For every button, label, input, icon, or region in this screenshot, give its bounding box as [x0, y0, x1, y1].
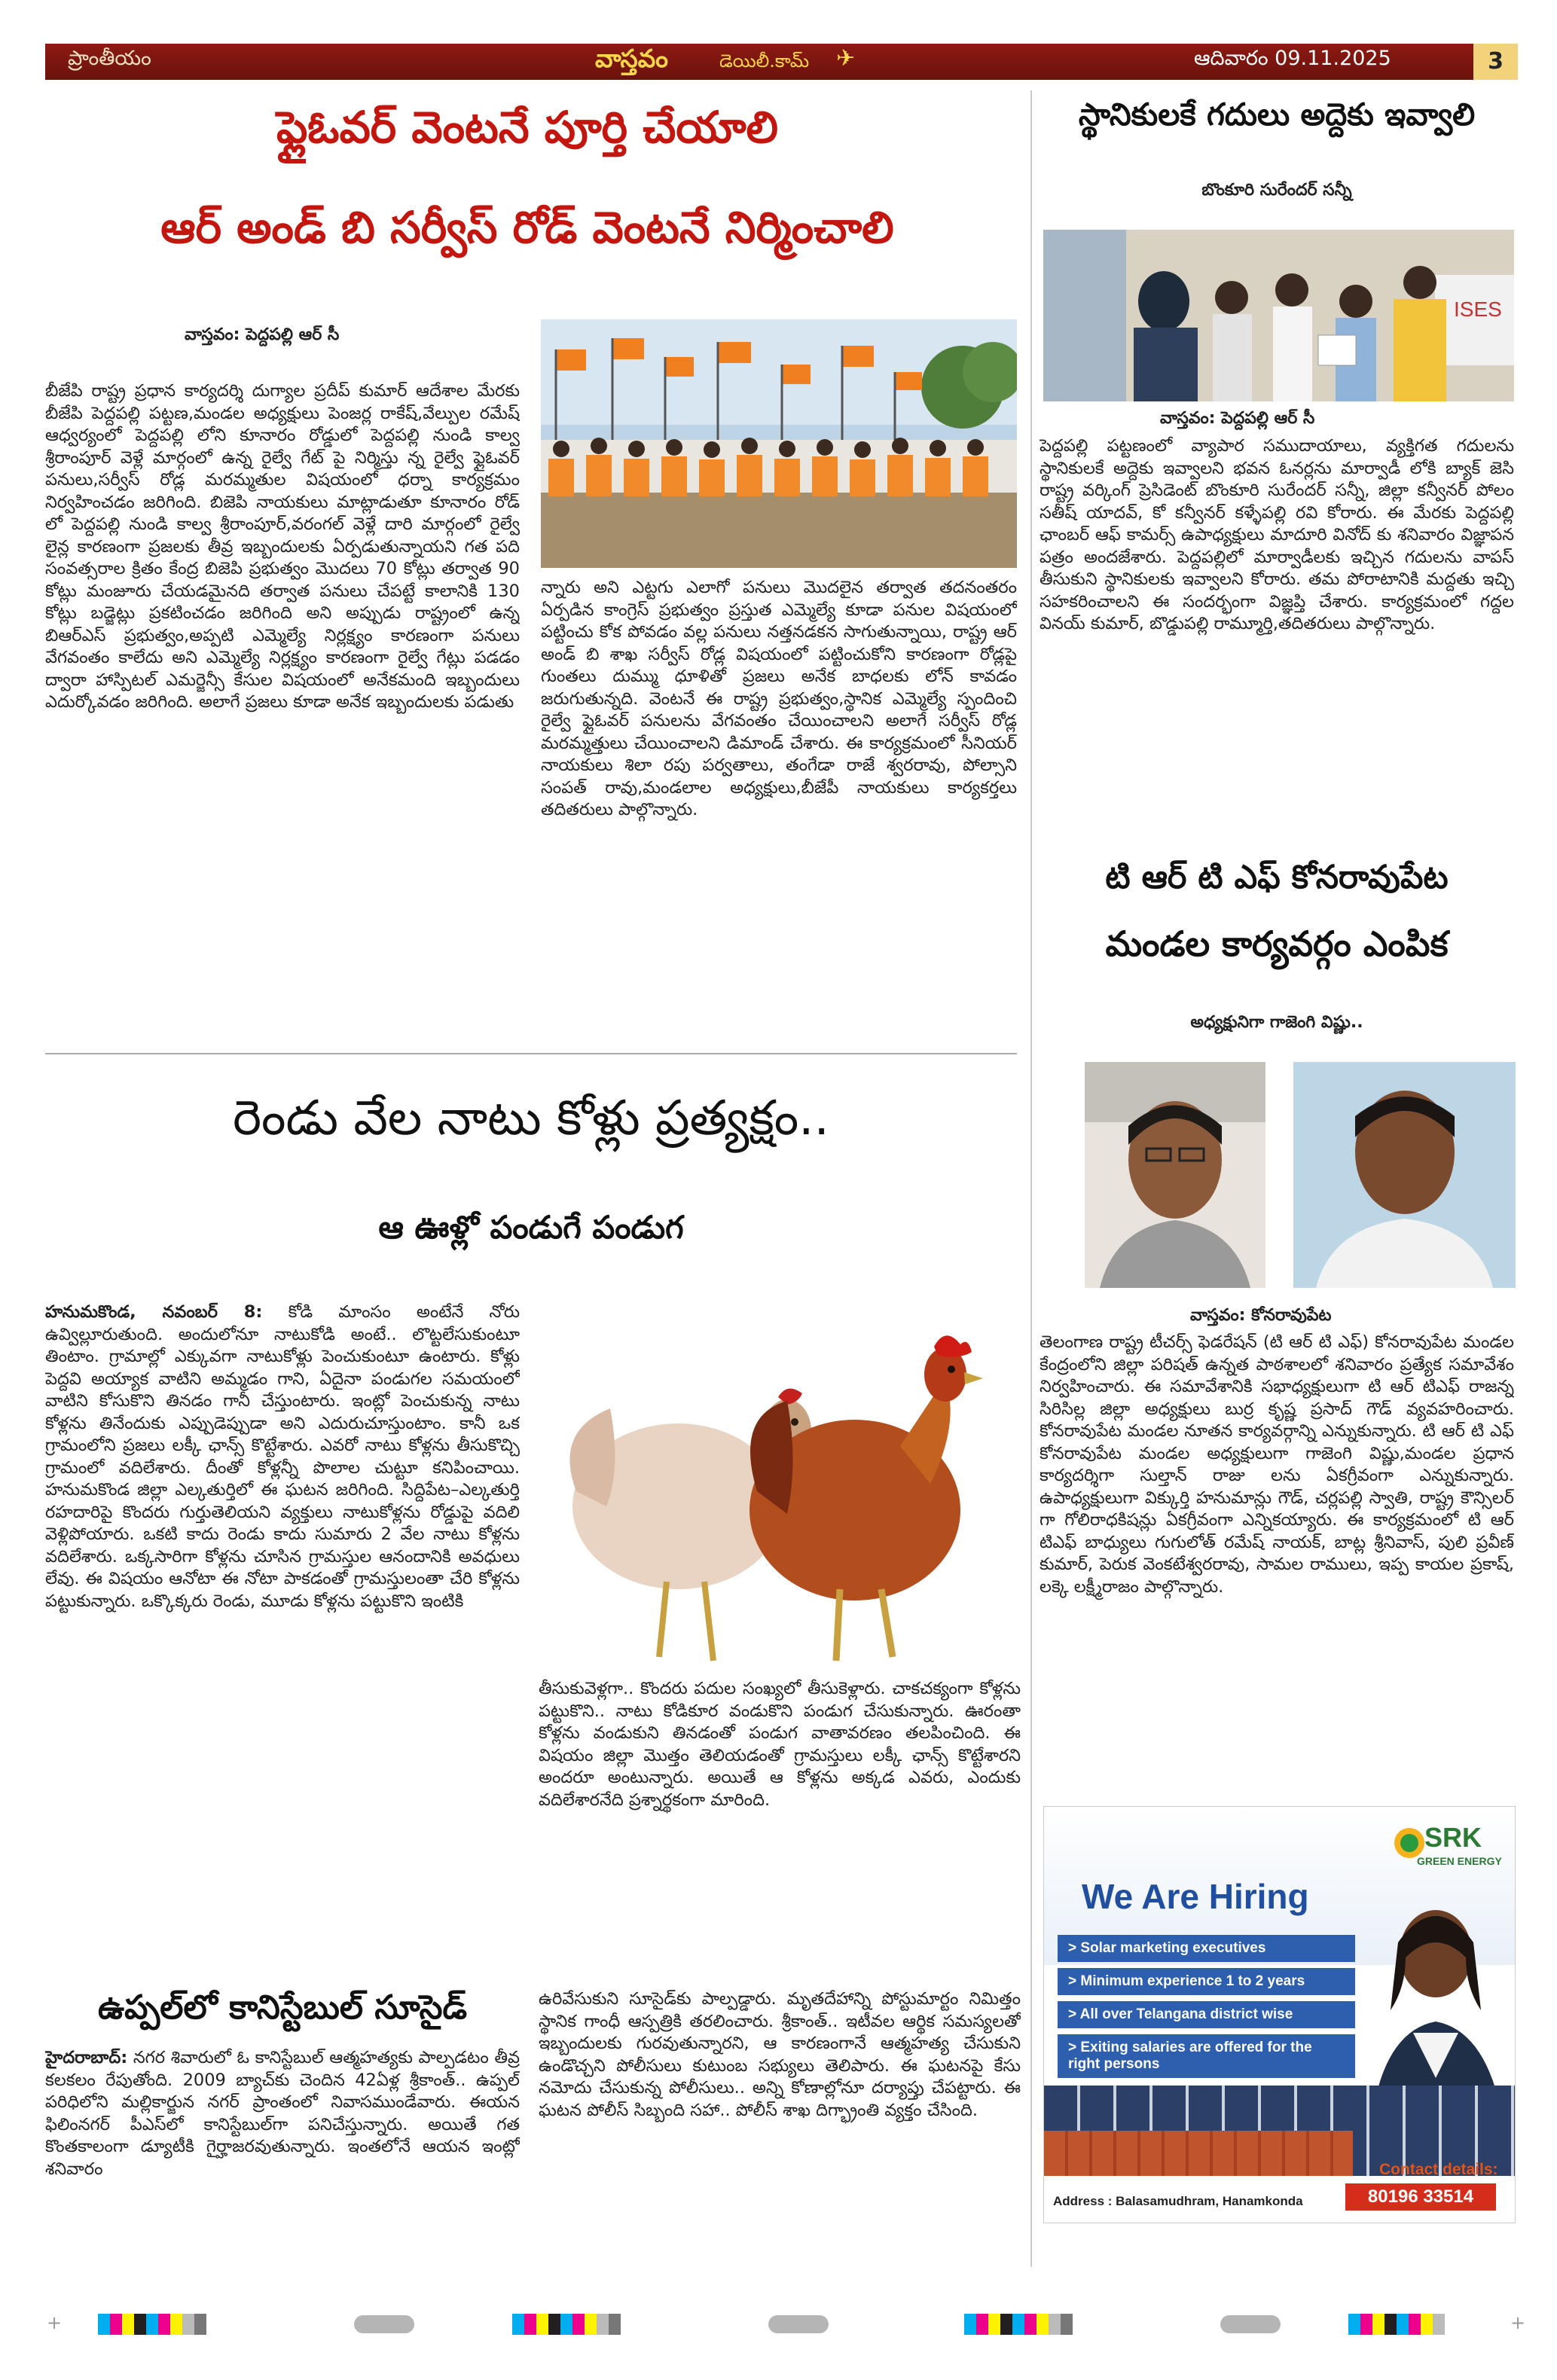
- ad-brand: SRK: [1424, 1822, 1482, 1853]
- story5-headline: ఉప్పల్‌లో కానిస్టేబుల్ సూసైడ్: [97, 1988, 468, 2027]
- story4-column-1: [45, 1301, 520, 1799]
- story1-text-1: బీజేపి రాష్ట్ర ప్రధాన కార్యదర్శి దుగ్యాల ప్రదీప్ కుమార్ ఆదేశాల మేరకు బీజేపి పెద్దపల్లి పట్టణ,మండల అధ్యక్షులు పెంజర్ల రాకేష్,వేల్పుల రమేష్ ఆధ్వర్యంలో పెద్దపల్లి లోని కూనారం రోడ్డులో పెద్దపల్లి నుండి కాల్వ శ్రీరాంపూర్ వెళ్లే మార్గంలో ఉన్న రైల్వే గేట్ పై నిర్మిస్తు న్న రైల్వే ఫ్లైఓవర్ పనులు,సర్వీస్ రోడ్ల మరమ్మతుల విషయంలో ధర్నా కార్యక్రమం నిర్వహించడం జరిగింది. బిజెపి నాయకులు మాట్లాడుతూ కూనారం రోడ్ లో పెద్దపల్లి నుండి కాల్వ శ్రీరాంపూర్,వరంగల్ వెళ్లే దారి మార్గంలో రైల్వే లైన్ల కారణంగా ప్రజలకు తీవ్ర ఇబ్బందులకు ఏర్పడుతున్నాయని గత పది సంవత్సరాల క్రితం కేంద్ర బిజెపి ప్రభుత్వం మొదలు 70 కోట్లు తర్వాత 90 కోట్లు మంజూరు చేయడమైనది తర్వాత పనులు చేపట్టే కాలానికి 130 కోట్లు బడ్జెట్లు ప్రకటించడం జరిగింది అని అప్పుడు రాష్ట్రంలో ఉన్న బిఆర్ఎస్ ప్రభుత్వం,అప్పటి ఎమ్మెల్యే నిర్లక్ష్యం కారణంగా పనులు వేగవంతం కాలేదు అని ఎమ్మెల్యే నిర్లక్ష్యం కారణంగా రైల్వే గేట్లు పడడం ద్వారా హాస్పిటల్ ఎమర్జెన్సీ కేసుల విషయంలో అనేకమంది ఇబ్బందులు ఎదుర్కోవడం జరిగింది. అలాగే ప్రజలు కూడా అనేక ఇబ్బందులకు పడుతు: [45, 381, 520, 712]
- story4-text-1: కోడి మాంసం అంటేనే నోరు ఉవ్విల్లూరుతుంది. అందులోనూ నాటుకోడి అంటే.. లొట్టలేసుకుంటూ తింటాం. గ్రామాల్లో ఎక్కువగా నాటుకోళ్లు పెంచుకుంటూ ఉంటారు. కోళ్లు పెద్దవి అయ్యాక వాటిని అమ్మడం గాని, ఏదైనా పండుగల సమయంలో వాటిని కోసుకొని తినడం గానీ చేస్తుంటారు. ఇంట్లో పెంచుకున్న నాటు కోళ్లను తినేందుకు ఎప్పుడెప్పుడా అని ఎదురుచూస్తుంటాం. కానీ ఒక గ్రామంలోని ప్రజలు లక్కీ ఛాన్స్ కొట్టేశారు. ఎవరో నాటు కోళ్లను తీసుకొచ్చి గ్రామంలో వదిలేశారు. దీంతో కోళ్లన్నీ పొలాల చుట్టూ కనిపించాయి. హనుమకొండ జిల్లా ఎల్కతుర్తిలో ఈ ఘటన జరిగింది. సిద్దిపేట–ఎల్కతుర్తి రహదారిపై కొందరు గుర్తుతెలియని వ్యక్తులు నాటుకోళ్లను రోడ్డుపై వదిలి వెళ్లిపోయారు. ఒకటి కాదు రెండు కాదు సుమారు 2 వేల నాటు కోళ్లను వదిలేశారు. ఒక్కసారిగా కోళ్లను చూసిన గ్రామస్తుల ఆనందానికి అవధులు లేవు. ఈ విషయం ఆనోటా ఈ నోటా పాకడంతో గ్రామస్తులంతా చేరి కోళ్లను పట్టుకున్నారు. ఒక్కొక్కరు రెండు, మూడు కోళ్లను పట్టుకొని ఇంటికి: [45, 1302, 520, 1611]
- story1-column-1: [45, 380, 520, 1043]
- ad-point: > Exiting salaries are offered for the right persons: [1058, 2034, 1355, 2078]
- section-name: ప్రాంతీయం: [68, 47, 151, 70]
- story3-headline-1: టి ఆర్ టి ఎఫ్ కోనరావుపేట: [1105, 859, 1449, 896]
- story2-headline: స్థానికులకే గదులు అద్దెకు ఇవ్వాలి: [1078, 96, 1476, 133]
- story4-headline: రెండు వేల నాటు కోళ్లు ప్రత్యక్షం..: [233, 1091, 829, 1146]
- story2-byline: బొంకూరి సురేందర్ సన్నీ: [1201, 181, 1352, 200]
- protest-photo: [541, 319, 1017, 568]
- registration-pill: [354, 2315, 414, 2333]
- portrait-photo-1: [1085, 1062, 1265, 1288]
- registration-mark: +: [47, 2312, 63, 2333]
- ad-contact-label: Contact details:: [1379, 2161, 1498, 2178]
- roosters-image: [539, 1318, 1021, 1672]
- portrait-photo-2: [1293, 1062, 1516, 1288]
- story2-body: [1040, 435, 1514, 842]
- ad-address: Address : Balasamudhram, Hanamkonda: [1053, 2194, 1303, 2208]
- page-number: 3: [1473, 44, 1518, 80]
- issue-date: ఆదివారం 09.11.2025: [1194, 47, 1391, 70]
- svg-text:ISES: ISES: [1454, 298, 1502, 321]
- story3-dateline: వాస్తవం: కోనరావుపేట: [1190, 1306, 1332, 1325]
- ad-point: > Minimum experience 1 to 2 years: [1058, 1968, 1355, 1995]
- bird-icon: ✈: [836, 45, 856, 72]
- ad-points: [1058, 1935, 1355, 2078]
- color-bar: [98, 2314, 206, 2338]
- story4-sub: ఆ ఊళ్లో పండుగే పండుగ: [378, 1209, 684, 1246]
- color-bar: [964, 2314, 1073, 2338]
- brand-name: వాస్తవం: [595, 44, 668, 73]
- story4-text-2: తీసుకువెళ్లగా.. కొందరు పదుల సంఖ్యలో తీసుకెళ్లారు. చాకచక్యంగా కోళ్లను పట్టుకొని.. నాటు కోడికూర వండుకొని పండుగ చేసుకున్నారు. ఊరంతా కోళ్లను వండుకుని తినడంతో పండుగ వాతావరణం తలపించింది. ఈ విషయం జిల్లా మొత్తం తెలియడంతో గ్రామస్తులు లక్కీ ఛాన్స్ కొట్టేశారని అందరూ అంటున్నారు. అయితే ఆ కోళ్లను అక్కడ ఎవరు, ఎందుకు వదిలేశారనేది ప్రశ్నార్థకంగా మారింది.: [539, 1679, 1021, 1810]
- ad-brand-sub: GREEN ENERGY: [1417, 1855, 1502, 1867]
- registration-pill: [768, 2315, 829, 2333]
- story3-headline-2: మండల కార్యవర్గం ఎంపిక: [1105, 923, 1449, 964]
- story4-dateline: హనుమకొండ, నవంబర్ 8:: [45, 1302, 263, 1322]
- story4-column-2: [539, 1678, 1021, 1964]
- story2-dateline: వాస్తవం: పెద్దపల్లి ఆర్ సీ: [1160, 409, 1315, 428]
- registration-pill: [1220, 2315, 1281, 2333]
- story1-text-2: న్నారు అని ఎట్టగు ఎలాగో పనులు మొదలైన తర్వాత తదనంతరం ఏర్పడిన కాంగ్రెస్ ప్రభుత్వం ప్రస్తుత ఎమ్మెల్యే కూడా పనుల విషయంలో పట్టించు కోక పోవడం వల్ల పనులు నత్తనడకన సాగుతున్నాయి, రాష్ట్ర ఆర్ అండ్ బి శాఖ సర్వీస్ రోడ్ల విషయంలో పట్టించుకోని కారణంగా రోడ్లపై గుంతలు దుమ్ము ధూళితో ప్రజలు అనేక బాధలకు లోన్ కావడం జరుగుతున్నది. వెంటనే ఈ రాష్ట్ర ప్రభుత్వం,స్థానిక ఎమ్మెల్యే స్పందించి రైల్వే ఫ్లైఓవర్ పనులను వేగవంతం చేయించాలని అలాగే సర్వీస్ రోడ్ల మరమ్మత్తులు చేయించాలని డిమాండ్ చేశారు. ఈ కార్యక్రమంలో సీనియర్ నాయకులు శిలా రపు పర్వతాలు, తంగేడా రాజే శ్వరరావు, పోల్సాని సంపత్ రావు,మండలాల అధ్యక్షులు,బీజేపీ నాయకులు కార్యకర్తలు తదితరులు పాల్గొన్నారు.: [541, 578, 1017, 819]
- story2-text: పెద్దపల్లి పట్టణంలో వ్యాపార సముదాయాలు, వ్యక్తిగత గదులను స్థానికులకే అద్దెకు ఇవ్వాలని భవన ఓనర్లను మార్వాడీ లోకి బ్యాక్ జెసి రాష్ట్ర వర్కింగ్ ప్రెసిడెంట్ బొంకూరి సురేందర్ సన్నీ, జిల్లా కన్వీనర్ పోలం సతీష్ యాదవ్, కో కన్వీనర్ కళ్ళేపల్లి రవి కోరారు. ఈ మేరకు పెద్దపల్లి ఛాంబర్ ఆఫ్ కామర్స్ ఉపాధ్యక్షులు మాదూరి వినోద్ కు శనివారం విజ్ఞాపన పత్రం అందజేశారు. పెద్దపల్లిలో మార్వాడీలకు ఇచ్చిన గదులను వాపస్ తీసుకుని స్థానికులకు ఇవ్వాలని కోరారు. తమ పోరాటానికి మద్దతు ఇచ్చి సహకరించాలని ఈ సందర్భంగా విజ్ఞప్తి చేశారు. కార్యక్రమంలో గద్దల వినయ్ కుమార్, బొడ్డుపల్లి రామ్మూర్తి,తదితరులు పాల్గొన్నారు.: [1040, 436, 1514, 633]
- memorandum-photo: [1043, 230, 1514, 401]
- story1-headline-1: ఫ్లైఓవర్ వెంటనే పూర్తి చేయాలి: [276, 102, 779, 153]
- story5-dateline: హైదరాబాద్:: [45, 2048, 128, 2067]
- story5-column-1: [45, 2047, 520, 2266]
- story5-text-1: నగర శివారులో ఓ కానిస్టేబుల్ ఆత్మహత్యకు పాల్పడటం తీవ్ర కలకలం రేపుతోంది. 2009 బ్యాచ్‌కు చెందిన 42ఏళ్ల శ్రీకాంత్.. ఉప్పల్ పరిధిలోని మల్లికార్జున నగర్ ప్రాంతంలో నివాసముండేవారు. ఈయన ఫిలింనగర్ పీఎస్‌లో కానిస్టేబుల్‌గా పనిచేస్తున్నారు. అయితే గత కొంతకాలంగా డ్యూటీకి గైర్హాజరవుతున్నారు. ఇంతలోనే ఆయన ఇంట్లో శనివారం: [45, 2048, 520, 2179]
- hiring-ad: [1043, 1806, 1516, 2223]
- story1-headline-2: ఆర్ అండ్ బి సర్వీస్ రోడ్ వెంటనే నిర్మించాలి: [160, 202, 894, 253]
- ad-phone: 80196 33514: [1345, 2183, 1496, 2211]
- ad-point: > Solar marketing executives: [1058, 1935, 1355, 1962]
- color-bar: [512, 2314, 621, 2338]
- story3-sub: అధ్యక్షునిగా గాజెంగి విష్ణు..: [1190, 1013, 1363, 1032]
- brand-sub: డెయిలీ.కామ్: [719, 50, 810, 72]
- story1-column-2: [541, 577, 1017, 1044]
- registration-mark: +: [1510, 2312, 1526, 2333]
- story5-column-2: [539, 1988, 1021, 2275]
- column-divider: [1030, 90, 1032, 2267]
- color-bar: [1348, 2314, 1445, 2338]
- story3-text: తెలంగాణ రాష్ట్ర టీచర్స్ ఫెడరేషన్ (టి ఆర్ టి ఎఫ్) కోనరావుపేట మండల కేంద్రంలోని జిల్లా పరిషత్ ఉన్నత పాఠశాలలో శనివారం ప్రత్యేక సమావేశం నిర్వహించారు. ఈ సమావేశానికి సభాధ్యక్షులుగా టి ఆర్ టిఎఫ్ రాజన్న సిరిసిల్ల జిల్లా అధ్యక్షులు బుర్ర కృష్ణ ప్రసాద్ గౌడ్ వ్యవహరించారు. కోనరావుపేట మండల నూతన కార్యవర్గాన్ని ఎన్నుకున్నారు. టి ఆర్ టి ఎఫ్ కోనరావుపేట మండల అధ్యక్షులుగా గాజెంగి విష్ణు,మండల ప్రధాన కార్యదర్శిగా సుల్తాన్ రాజు లను ఏకగ్రీవంగా ఎన్నుకున్నారు. ఉపాధ్యక్షులుగా విక్కుర్తి హనుమాన్లు గౌడ్, చర్లపల్లి స్వాతి, రాష్ట్ర కౌన్సిలర్ గా గోలిరాధకిషన్లు ఏకగ్రీవంగా ఎన్నికయ్యారు. ఈ కార్యక్రమంలో టి ఆర్ టిఎఫ్ బాధ్యులు గుగులోత్ రమేష్ నాయక్, బాట్ల శ్రీనివాస్, పులి ప్రవీణ్ కుమార్, పెరుక వెంకటేశ్వరరావు, సామల రాములు, ఇప్ప కాయల ప్రకాష్, లక్కె లక్ష్మీరాజం పాల్గొన్నారు.: [1040, 1332, 1514, 1597]
- section-divider: [45, 1053, 1017, 1054]
- ad-point: > All over Telangana district wise: [1058, 2001, 1355, 2028]
- ad-title: We Are Hiring: [1082, 1877, 1309, 1916]
- ad-roof: [1044, 2131, 1353, 2176]
- story3-body: [1040, 1332, 1514, 1783]
- story5-text-2: ఉరివేసుకుని సూసైడ్‌కు పాల్పడ్డారు. మృతదేహాన్ని పోస్టుమార్టం నిమిత్తం స్థానిక గాంధీ ఆస్పత్రికి తరలించారు. శ్రీకాంత్.. ఇటీవల ఆర్థిక సమస్యలతో ఇబ్బందులకు గురవుతున్నారని, ఆ కారణంగానే ఆత్మహత్య చేసుకుని ఉండొచ్చని పోలీసులు కుటుంబ సభ్యులు తెలిపారు. ఈ ఘటనపై కేసు నమోదు చేసుకున్న పోలీసులు.. అన్ని కోణాల్లోనూ దర్యాప్తు చేపట్టారు. ఈ ఘటన పోలీస్ సిబ్బంది సహా.. పోలీస్ శాఖ దిగ్భ్రాంతి వ్యక్తం చేసింది.: [539, 1989, 1021, 2120]
- story1-dateline: వాస్తవం: పెద్దపల్లి ఆర్ సీ: [185, 325, 340, 344]
